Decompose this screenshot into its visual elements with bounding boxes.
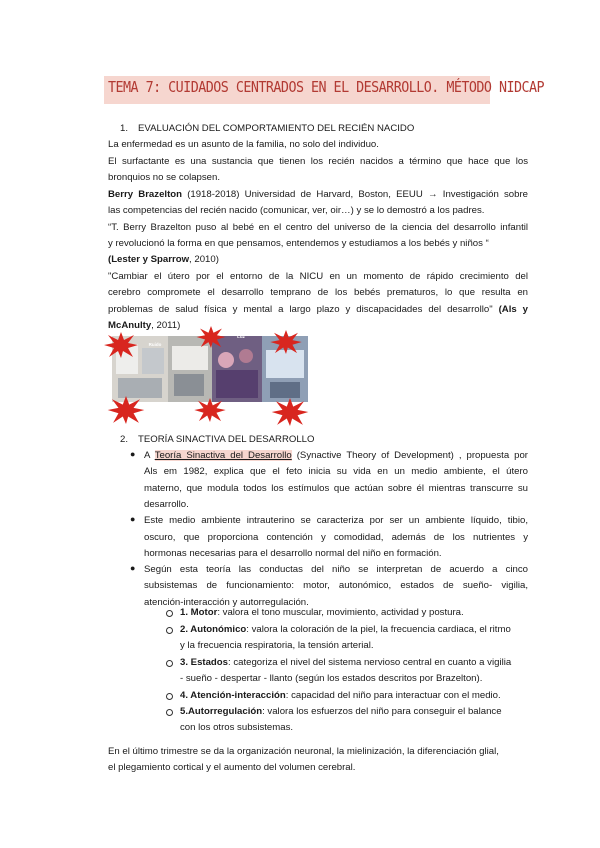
s1-quote-2a: "Cambiar el útero por el entorno de la NICU en un momento de rápido crecimiento del xyxy=(108,271,528,282)
sub-3-rest-a: : categoriza el nivel del sistema nervioso central en cuanto a vigilia xyxy=(228,657,512,668)
star-label-3: Dolor xyxy=(312,339,324,344)
b3-line-c: atención-interacción y autorregulación. xyxy=(144,597,309,608)
s1-quote-1b: y revolucionó la forma en que pensamos, entendemos y estudiamos a los bebés y niños “ xyxy=(108,238,489,249)
brazelton-rest: (1918-2018) Universidad de Harvard, Boston, EEUU → Investigación sobre xyxy=(181,189,528,200)
b2-line-a: Este medio ambiente intrauterino se caracteriza por ser un ambiente líquido, tibio, xyxy=(144,515,528,526)
sub-4-bold: 4. Atención-interacción xyxy=(180,690,286,701)
section-2-number: 2. xyxy=(120,434,129,445)
sub-5-rest-a: : valora los esfuerzos del niño para conseguir el balance xyxy=(262,706,502,717)
s1-quote-1-ref xyxy=(108,252,219,268)
sub-item-3b: - sueño - despertar - llanto (según los estados descritos por Brazelton). xyxy=(180,673,483,684)
b1-line-a xyxy=(144,448,528,464)
star-label-6: Manipulación xyxy=(315,409,345,414)
b3-line-b: subsistemas de funcionamiento: motor, autonómico, estados de sueño- vigilia, xyxy=(144,580,528,591)
s1-brazelton-line xyxy=(108,187,528,203)
star-burst-stress xyxy=(194,398,249,422)
s1-quote-2b: cerebro compromete el desarrollo temprano de los bebés prematuros, lo que resulta en xyxy=(108,287,528,298)
sub-4-rest: : capacidad del niño para interactuar con el medio. xyxy=(285,690,501,701)
b1-line-c: materno, que modula todos los estímulos que actúan sobre él mientras transcurre su xyxy=(144,483,528,494)
s1-line-5: las competencias del recién nacido (comunicar, ver, oir…) y se lo demostró a los padres. xyxy=(108,205,485,216)
star-burst-light xyxy=(196,326,245,348)
quote-2c-rest: problemas de salud física y mental a largo plazo y discapacidades del desarrollo" xyxy=(108,304,499,315)
s1-line-1: La enfermedad es un asunto de la familia, no solo del individuo. xyxy=(108,139,379,150)
sub-item-5b: con los otros subsistemas. xyxy=(180,722,294,733)
closing-line-a: En el último trimestre se da la organización neuronal, la mielinización, la diferenciación glial, xyxy=(108,746,499,757)
star-burst-separation xyxy=(106,396,179,424)
sub-1-bold: 1. Motor xyxy=(180,607,218,618)
title-highlight xyxy=(104,76,545,104)
star-label-4: Separación xyxy=(153,407,179,412)
star-burst-pain xyxy=(270,330,324,354)
closing-line-b: el plegamiento cortical y el aumento del volumen cerebral. xyxy=(108,762,356,773)
bullet-1-icon: ● xyxy=(130,449,136,459)
sub-2-bold: 2. Autonómico xyxy=(180,624,247,635)
b1-line-b: Als em 1982, explica que el feto inicia su vida en un medio ambiente, el útero xyxy=(144,466,528,477)
quote-2d-rest: , 2011) xyxy=(151,320,181,331)
star-burst-handling xyxy=(270,398,345,426)
s1-quote-2c xyxy=(108,302,528,318)
sub-bullet-5-icon xyxy=(166,709,173,716)
sub-item-2b: y la frecuencia respiratoria, la tensión arterial. xyxy=(180,640,374,651)
nicu-photo-collage xyxy=(112,334,345,414)
b1-line-d: desarrollo. xyxy=(144,499,189,510)
bullet-2-icon: ● xyxy=(130,514,136,524)
sub-1-rest: : valora el tono muscular, movimiento, actividad y postura. xyxy=(217,607,464,618)
sub-bullet-1-icon xyxy=(166,610,173,617)
b3-line-a: Según esta teoría las conductas del niño se interpretan de acuerdo a cinco xyxy=(144,564,528,575)
section-2-heading: TEORÍA SINACTIVA DEL DESARROLLO xyxy=(138,434,315,445)
section-1-number: 1. xyxy=(120,123,129,134)
sub-item-2a xyxy=(180,622,511,638)
b2-line-c: hormonas necesarias para el desarrollo normal del niño en formación. xyxy=(144,548,442,559)
b1-post: (Synactive Theory of Development) , propuesta por xyxy=(291,450,528,461)
sub-item-3a xyxy=(180,655,511,671)
quote-1-ref-rest: , 2010) xyxy=(189,254,219,265)
star-label-1: Ruido xyxy=(148,342,162,347)
s1-line-3: bronquios no se colapsen. xyxy=(108,172,221,183)
star-label-5: Estrés xyxy=(235,407,249,412)
sub-bullet-4-icon xyxy=(166,693,173,700)
sub-bullet-2-icon xyxy=(166,627,173,634)
sub-3-bold: 3. Estados xyxy=(180,657,228,668)
s1-line-2: El surfactante es una sustancia que tienen los recién nacidos a término que hace que los xyxy=(108,156,528,167)
star-label-2: Luz xyxy=(237,334,245,339)
quote-1-ref-bold: (Lester y Sparrow xyxy=(108,254,190,265)
b2-line-b: oscuro, que proporciona contención y comodidad, además de los nutrientes y xyxy=(144,532,528,543)
sub-item-4 xyxy=(180,688,501,704)
page-title: TEMA 7: CUIDADOS CENTRADOS EN EL DESARROLLO. MÉTODO NIDCAP xyxy=(108,78,545,96)
s1-quote-1a: “T. Berry Brazelton puso al bebé en el centro del universo de la ciencia del desarrollo infantil xyxy=(108,222,528,233)
section-1-heading: EVALUACIÓN DEL COMPORTAMIENTO DEL RECIÉN NACIDO xyxy=(138,123,415,134)
b1-pre: A xyxy=(144,450,155,461)
sub-bullet-3-icon xyxy=(166,660,173,667)
brazelton-name: Berry Brazelton xyxy=(108,189,182,200)
theory-name-highlight: Teoría Sinactiva del Desarrollo xyxy=(154,450,292,461)
quote-2d-bold: McAnulty xyxy=(108,320,152,331)
sub-5-bold: 5.Autorregulación xyxy=(180,706,263,717)
star-burst-noise xyxy=(104,332,162,358)
sub-item-5a xyxy=(180,704,502,720)
bullet-3-icon: ● xyxy=(130,563,136,573)
quote-2c-bold: (Als y xyxy=(498,304,528,315)
sub-2-rest-a: : valora la coloración de la piel, la frecuencia cardiaca, el ritmo xyxy=(246,624,511,635)
sub-item-1 xyxy=(180,605,464,621)
